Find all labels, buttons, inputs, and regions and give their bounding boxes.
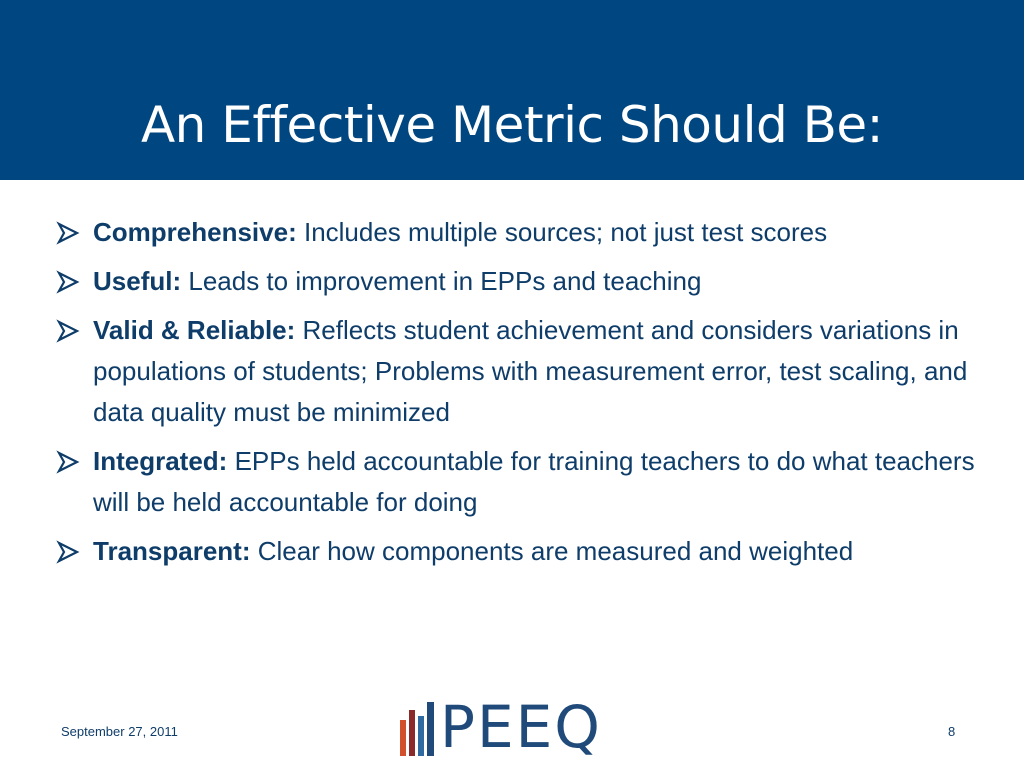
bullet-text: Leads to improvement in EPPs and teaching: [188, 266, 702, 296]
bullet-list: [56, 212, 986, 580]
bullet-term: Integrated:: [93, 446, 228, 476]
page-number: 8: [948, 724, 956, 739]
footer-date: September 27, 2011: [61, 724, 178, 739]
bullet-text: Includes multiple sources; not just test scores: [303, 217, 828, 247]
arrowhead-bullet-icon: [56, 270, 80, 294]
bullet-term: Valid & Reliable:: [93, 315, 296, 345]
bullet-item-transparent: [56, 531, 986, 572]
arrowhead-bullet-icon: [56, 221, 80, 245]
arrowhead-bullet-icon: [56, 540, 80, 564]
peeq-logo: [398, 692, 618, 762]
bullet-item-comprehensive: [56, 212, 986, 253]
bullet-text: EPPs held accountable for training teachers to do what teachers will be held accountable for doing: [93, 446, 975, 517]
title-band: [0, 0, 1024, 180]
logo-bars-icon: [398, 698, 438, 756]
bullet-text: Reflects student achievement and considers variations in populations of students; Problems with measurement error, test scaling, and data quality must be minimized: [93, 315, 968, 427]
bullet-text: Clear how components are measured and weighted: [257, 536, 854, 566]
bullet-item-useful: [56, 261, 986, 302]
slide-title: An Effective Metric Should Be:: [140, 95, 884, 154]
bullet-item-valid-reliable: [56, 310, 986, 433]
arrowhead-bullet-icon: [56, 319, 80, 343]
bullet-term: Comprehensive:: [93, 217, 297, 247]
logo-wordmark: PEEQ: [440, 693, 602, 761]
bullet-term: Useful:: [93, 266, 182, 296]
bullet-term: Transparent:: [93, 536, 251, 566]
bullet-item-integrated: [56, 441, 986, 523]
arrowhead-bullet-icon: [56, 450, 80, 474]
